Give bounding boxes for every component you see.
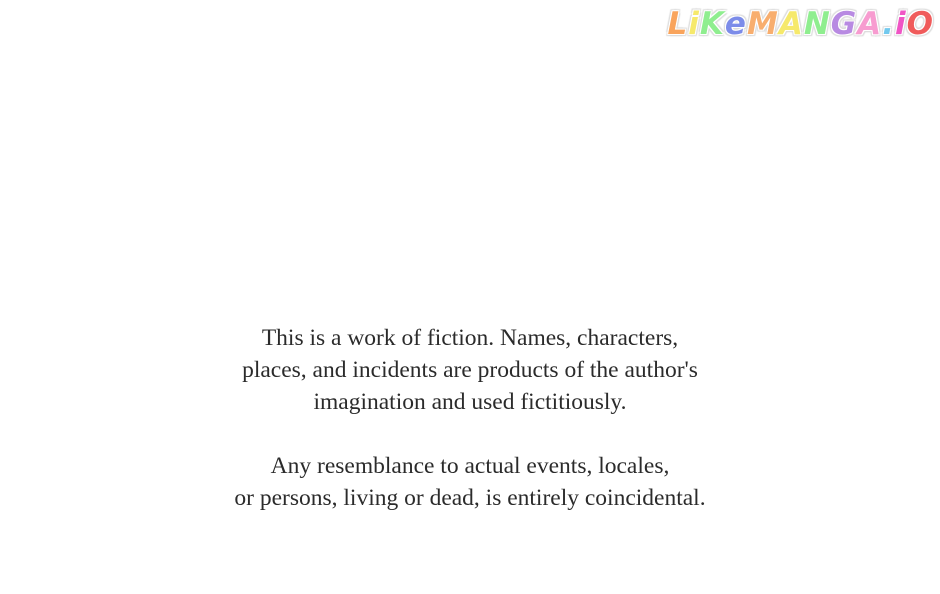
disclaimer-line: places, and incidents are products of the author's — [242, 357, 698, 383]
disclaimer-paragraph-2 — [0, 450, 940, 514]
disclaimer-line: Any resemblance to actual events, locales, — [270, 453, 670, 479]
disclaimer-line: or persons, living or dead, is entirely coincidental. — [234, 485, 706, 511]
watermark-letter: i — [688, 6, 700, 42]
watermark-letter: N — [803, 6, 831, 42]
disclaimer-line: imagination and used fictitiously. — [313, 389, 627, 415]
disclaimer-line: This is a work of fiction. Names, characters, — [261, 325, 679, 351]
watermark-letter: G — [830, 6, 858, 42]
watermark-letter: L — [667, 6, 689, 42]
watermark-letter: K — [699, 6, 725, 42]
watermark-letter: . — [882, 6, 895, 42]
watermark-letter: O — [906, 6, 934, 42]
watermark-letter: A — [778, 6, 804, 42]
watermark-logo[interactable] — [667, 2, 934, 46]
disclaimer-text — [0, 322, 940, 514]
watermark-letter: M — [746, 6, 779, 42]
watermark-letter: e — [724, 6, 747, 42]
disclaimer-paragraph-1 — [0, 322, 940, 418]
watermark-letter: i — [895, 6, 907, 42]
watermark-letter: A — [857, 6, 883, 42]
